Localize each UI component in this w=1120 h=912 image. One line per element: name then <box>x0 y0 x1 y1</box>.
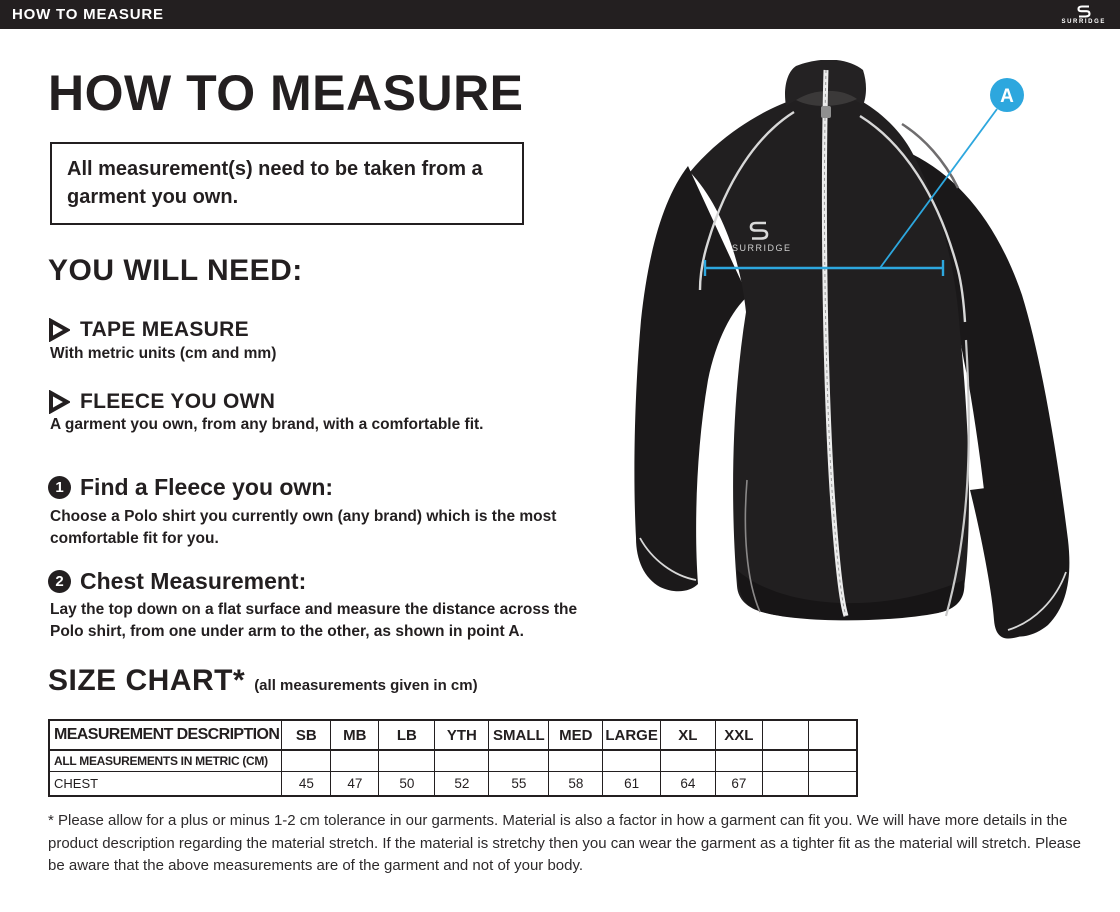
step-1-description: Choose a Polo shirt you currently own (any brand) which is the most comfortable fit for you. <box>50 508 557 547</box>
step-2-number-badge: 2 <box>48 570 71 593</box>
svg-text:SURRIDGE: SURRIDGE <box>732 243 792 253</box>
zip-pull <box>821 106 831 118</box>
step-1-heading <box>48 474 333 501</box>
top-bar <box>0 0 1120 29</box>
need-item-fleece <box>48 390 275 414</box>
column-header: SMALL <box>489 720 549 750</box>
garment-diagram <box>620 60 1120 690</box>
chest-value: 45 <box>282 771 331 796</box>
fleece-jacket-illustration <box>620 60 1120 690</box>
need-item-label: FLEECE YOU OWN <box>80 390 276 413</box>
step-1-number-badge: 1 <box>48 476 71 499</box>
need-item-tape-measure <box>48 318 249 342</box>
column-header: LARGE <box>603 720 661 750</box>
triangle-bullet-icon <box>48 318 70 342</box>
column-header: LB <box>379 720 435 750</box>
size-chart-header-row <box>49 720 857 750</box>
size-chart-title: SIZE CHART* <box>48 664 246 697</box>
chest-value: 47 <box>331 771 379 796</box>
brand-logo <box>1062 5 1110 25</box>
chest-value: 55 <box>489 771 549 796</box>
chest-value: 50 <box>379 771 435 796</box>
tolerance-footnote: * Please allow for a plus or minus 1-2 cm tolerance in our garments. Material is also a factor in how a garment can fit you. We will have more details in the product description regarding the material stretch. If the material is stretchy then you can wear the garment as a tighter fit as the material will stretch. Please be aware that the above measurements are of the garment and not of your body. <box>48 812 1081 874</box>
chest-value: 67 <box>715 771 762 796</box>
column-header: SB <box>282 720 331 750</box>
top-bar-title: HOW TO MEASURE <box>12 6 164 23</box>
table-row-chest <box>49 771 857 796</box>
column-header: XXL <box>715 720 762 750</box>
column-header: MED <box>549 720 603 750</box>
chest-value: 64 <box>660 771 715 796</box>
column-header-empty <box>808 720 857 750</box>
point-a-badge <box>990 78 1024 112</box>
triangle-bullet-icon <box>48 390 70 414</box>
size-chart-heading <box>48 664 478 698</box>
row-label: CHEST <box>49 771 282 796</box>
step-1-title: Find a Fleece you own: <box>80 474 334 500</box>
column-header: YTH <box>435 720 489 750</box>
need-item-label: TAPE MEASURE <box>80 318 249 341</box>
step-2-title: Chest Measurement: <box>80 568 307 594</box>
size-chart-table <box>48 719 858 797</box>
point-a-label: A <box>1000 86 1014 107</box>
right-cuff <box>970 480 1066 639</box>
measurement-note-text: All measurement(s) need to be taken from a garment you own. <box>67 158 483 209</box>
measurement-note-box <box>50 142 524 225</box>
row-label: ALL MEASUREMENTS IN METRIC (CM) <box>49 750 282 771</box>
step-2-heading <box>48 568 306 595</box>
chest-value: 61 <box>603 771 661 796</box>
chest-value: 58 <box>549 771 603 796</box>
column-header: MEASUREMENT DESCRIPTION <box>49 720 282 750</box>
column-header: XL <box>660 720 715 750</box>
step-2-description: Lay the top down on a flat surface and measure the distance across the Polo shirt, from one under arm to the other, as shown in point A. <box>50 601 578 640</box>
column-header: MB <box>331 720 379 750</box>
size-chart-subtitle: (all measurements given in cm) <box>254 677 478 694</box>
brand-name: SURRIDGE <box>1061 18 1106 25</box>
table-row-metric-note <box>49 750 857 771</box>
surridge-s-mark-icon <box>1076 5 1092 18</box>
need-item-description: A garment you own, from any brand, with a comfortable fit. <box>50 416 484 433</box>
page-title: HOW TO MEASURE <box>48 65 524 121</box>
chest-value: 52 <box>435 771 489 796</box>
you-will-need-heading: YOU WILL NEED: <box>48 254 303 287</box>
column-header-empty <box>762 720 808 750</box>
need-item-description: With metric units (cm and mm) <box>50 345 277 362</box>
